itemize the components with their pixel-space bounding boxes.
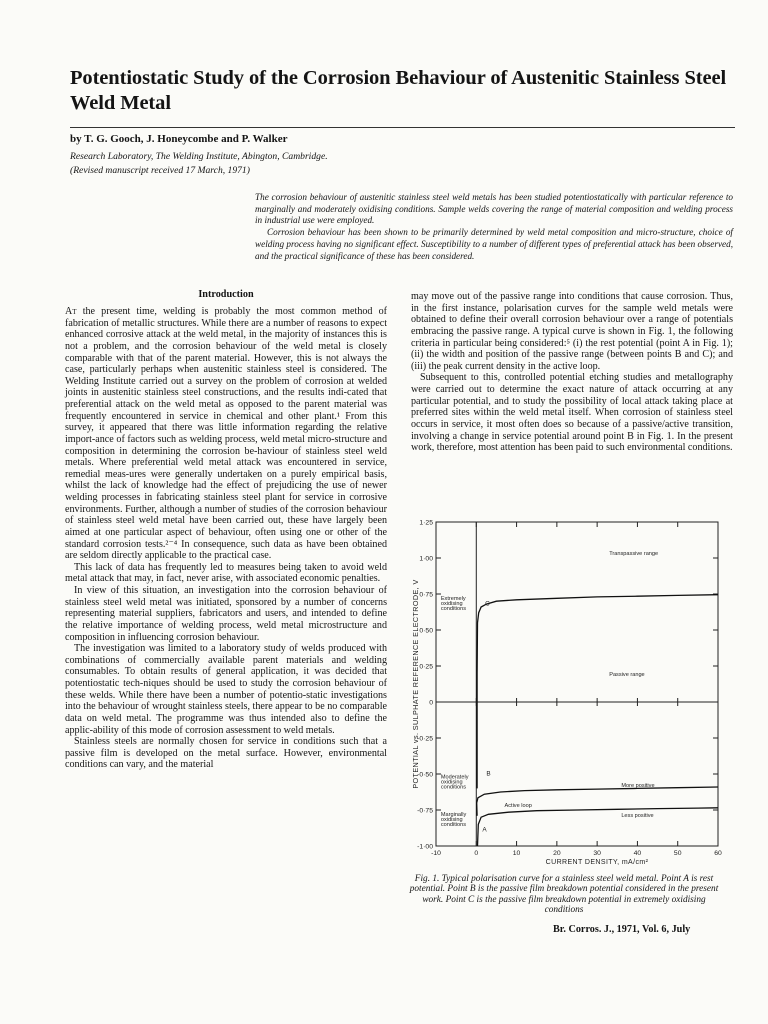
body-paragraph: Stainless steels are normally chosen for service in conditions such that a passive film is developed on the metal surface. However, environmental conditions can vary, and the material — [65, 736, 387, 771]
y-tick-label: 1·00 — [419, 555, 433, 563]
journal-reference: Br. Corros. J., 1971, Vol. 6, July — [553, 924, 691, 935]
x-axis-label: CURRENT DENSITY, mA/cm² — [545, 859, 649, 866]
y-tick-label: 0·50 — [419, 627, 433, 635]
x-tick-label: 50 — [673, 850, 682, 857]
x-tick-label: 0 — [474, 850, 479, 857]
chart-annotation: More positive — [621, 782, 655, 789]
abstract — [255, 192, 733, 262]
abstract-paragraph: The corrosion behaviour of austenitic stainless steel weld metals has been studied potentiostatically with particular reference to marginally and moderately oxidising conditions. Sample welds covering the range of material composition and welding process in industrial use were employed. — [255, 192, 733, 226]
x-tick-label: 30 — [593, 850, 601, 857]
chart-annotation: Marginally — [440, 811, 467, 818]
chart-annotation: Extremely — [440, 595, 466, 602]
series-line — [477, 595, 718, 789]
chart-annotation: oxidising — [440, 600, 463, 607]
body-paragraph: may move out of the passive range into conditions that cause corrosion. Thus, in the first instance, polarisation curves for the sample weld metals were obtained to define their overall corrosion behaviour over a range of potentials embracing the passive range. A typical curve is shown in Fig. 1, the following criteria in particular being considered:⁵ (i) the rest potential (point A in Fig. 1); (ii) the width and position of the passive range (between points B and C); and (iii) the peak current density in the active loop. — [411, 291, 733, 372]
abstract-paragraph: Corrosion behaviour has been shown to be primarily determined by weld metal composition and micro-structure, choice of welding process having no significant effect. Susceptibility to a number of different types of preferential attack has been observed, and the practical significance of these has been considered. — [255, 227, 733, 261]
drop-lead: At — [65, 306, 77, 317]
title-rule — [70, 127, 735, 128]
y-tick-label: 0·75 — [419, 591, 433, 599]
chart-annotation: Moderately — [440, 774, 469, 781]
author-affiliation: Research Laboratory, The Welding Institute, Abington, Cambridge. — [70, 151, 328, 162]
y-tick-label: -0·75 — [417, 807, 433, 815]
body-paragraph: Subsequent to this, controlled potential etching studies and metallography were carried out to determine the exact nature of attack occurring at any particular potential, and to study the possibility of local attack taking place at preferred sites within the weld metal itself. When corrosion of stainless steel occurs in service, it most often does so because of a passive/active transition, involving a change in service potential around point B in Fig. 1. In the present work, therefore, most attention has been paid to such environmental conditions. — [411, 372, 733, 454]
body-paragraph: This lack of data has frequently led to measures being taken to avoid weld metal attack that may, in fact, never arise, with associated economic penalties. — [65, 561, 387, 585]
chart-annotation: conditions — [440, 605, 467, 612]
y-tick-label: -0·50 — [417, 771, 433, 779]
y-tick-label: 0 — [429, 699, 433, 707]
chart-annotation: Less positive — [621, 813, 654, 820]
point-label-a: A — [482, 826, 487, 834]
series-line — [478, 808, 719, 846]
x-tick-label: 40 — [633, 850, 642, 857]
chart-annotation: oxidising — [440, 816, 463, 823]
y-axis-label: POTENTIAL vs. SULPHATE REFERENCE ELECTRODE, V — [411, 579, 420, 789]
chart-annotation: Transpassive range — [609, 551, 659, 558]
y-tick-label: 1·25 — [419, 519, 433, 527]
body-text: the present time, welding is probably the most common method of fabrication of metallic structures. While there are a number of reasons to expect enhanced corrosive attack at the weld metal, in the majority of instances this is not a problem, and the corrosion behaviour of the weld metal is closely comparable with that of the parent material. However, this is not always the case, particularly perhaps when austenitic stainless steel is considered. The Welding Institute carried out a survey on the problem of corrosion at welded joints in austenitic stainless steel constructions, and the results indi-cated that preferential attack on the weld metal as opposed to the parent material was frequently encountered in service in chemical and other plant.¹ From this survey, it appeared that there was little information regarding the relative import-ance of factors such as welding process, weld metal micro-structure and composition in determining the corrosion be-haviour of stainless steel weld metals. Where preferential weld metal attack was encountered in service, remedial meas-ures were generally undertaken on a purely empirical basis, whilst the lack of knowledge had the effect of prejudicing the use of newer welding processes in fabricating stainless steel plant for service in corrosive environments. Further, although a number of studies of the corrosion behaviour of stainless steel weld metal have been carried out, these have largely been aimed at one particular aspect of behaviour, often using one or other of the standard corrosion tests.²⁻⁴ In consequence, such data as have been obtained are seldom directly applicable to the practical case. — [65, 306, 387, 562]
y-tick-label: -1·00 — [417, 843, 433, 851]
chart-annotation: Passive range — [609, 672, 645, 679]
body-paragraph — [65, 306, 387, 562]
revision-note: (Revised manuscript received 17 March, 1971) — [70, 165, 250, 176]
article-authors: by T. G. Gooch, J. Honeycombe and P. Walker — [70, 133, 288, 145]
x-tick-label: -10 — [431, 850, 441, 857]
left-column — [65, 306, 387, 771]
y-tick-label: 0·25 — [419, 663, 433, 671]
polarisation-curve-chart — [408, 512, 728, 866]
point-label-b: B — [486, 770, 491, 778]
chart-annotation: conditions — [440, 821, 467, 828]
x-tick-label: 10 — [512, 850, 521, 857]
x-tick-label: 60 — [714, 850, 722, 857]
y-tick-label: -0·25 — [417, 735, 433, 743]
section-heading: Introduction — [198, 289, 254, 300]
body-paragraph: The investigation was limited to a laboratory study of welds produced with combinations of commercially available parent materials and welding consumables. To obtain results of general application, it was decided that potentiostatic tech-niques should be used to study the corrosion behaviour of these welds. While there have been a number of potentio-static investigations into the behaviour of wrought stainless steels, there appear to be no comparable data on weld metal. The programme was thus intended also to define the applic-ability of this mode of corrosion assessment to weld metals. — [65, 643, 387, 736]
chart-annotation: Active loop — [504, 803, 532, 810]
chart-annotation: oxidising — [440, 779, 463, 786]
body-paragraph: In view of this situation, an investigation into the corrosion behaviour of stainless steel weld metal was initiated, sponsored by a number of concerns representing material suppliers, fabricators and users, and intended to define the relative importance of welding process, weld metal microstructure and composition in influencing corrosion behaviour. — [65, 585, 387, 643]
article-title: Potentiostatic Study of the Corrosion Behaviour of Austenitic Stainless Steel Weld Metal — [70, 67, 727, 114]
x-tick-label: 20 — [553, 850, 561, 857]
point-label-c: C — [485, 600, 490, 608]
chart-annotation: conditions — [440, 784, 467, 791]
figure-caption: Fig. 1. Typical polarisation curve for a stainless steel weld metal. Point A is rest potential. Point B is the passive film breakdown potential considered in the present work. Point C is the passive film breakdown potential in extremely oxidising conditions — [409, 874, 719, 916]
right-column — [411, 291, 733, 454]
